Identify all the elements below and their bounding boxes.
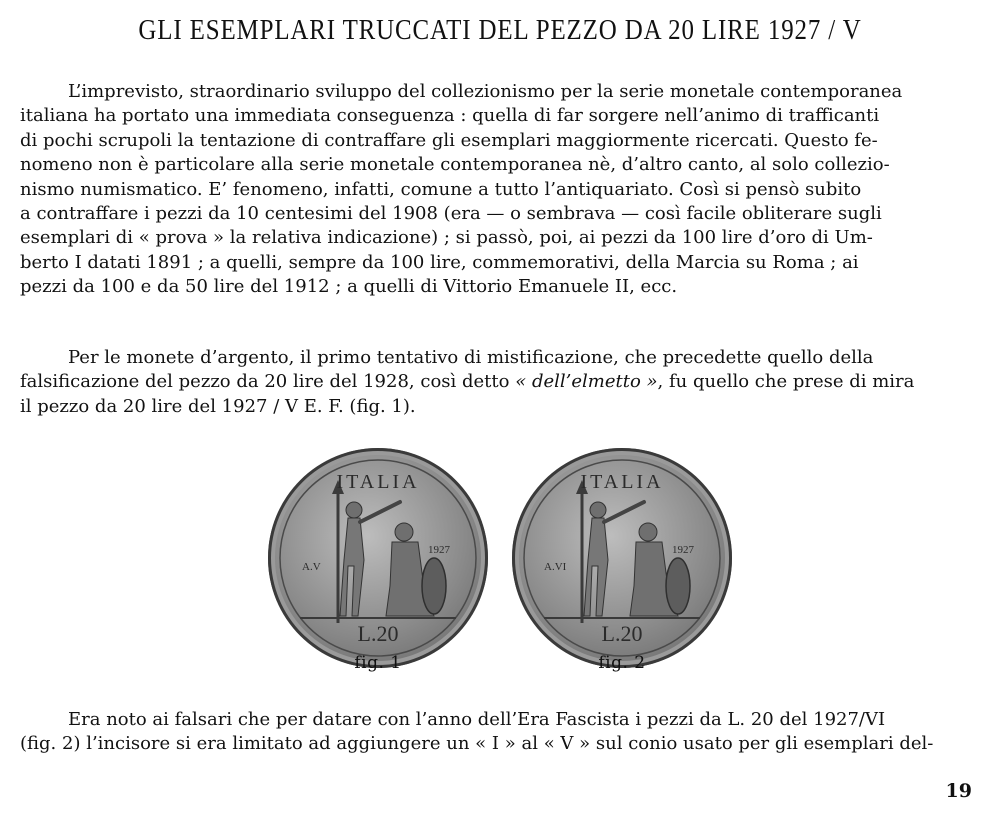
text-line: Per le monete d’argento, il primo tentativo di mistificazione, che precedette quello della — [68, 347, 874, 368]
page-title: GLI ESEMPLARI TRUCCATI DEL PEZZO DA 20 LIRE 1927 / V — [138, 14, 862, 46]
coin-year: 1927 — [672, 544, 694, 556]
figure-caption: fig. 2 — [598, 653, 646, 673]
text-line: nomeno non è particolare alla serie monetale contemporanea nè, d’altro canto, al solo collezio- — [20, 154, 890, 176]
coin-image — [512, 448, 732, 668]
text-line: berto I datati 1891 ; a quelli, sempre da 100 lire, commemorativi, della Marcia su Roma ; ai — [20, 251, 859, 273]
coin-denomination: L.20 — [601, 621, 643, 646]
text-line: esemplari di « prova » la relativa indicazione) ; si passò, poi, ai pezzi da 100 lire d’oro di Um- — [20, 227, 873, 249]
coin-year: 1927 — [428, 544, 450, 556]
text-line: (fig. 2) l’incisore si era limitato ad aggiungere un « I » al « V » sul conio usato per gli esemplari del- — [20, 733, 934, 755]
coin-image — [268, 448, 488, 668]
text-line: italiana ha portato una immediata conseguenza : quella di far sorgere nell’animo di trafficanti — [20, 105, 880, 127]
text-line: il pezzo da 20 lire del 1927 / V E. F. (fig. 1). — [20, 395, 416, 417]
coin-era-mark: A.V — [302, 561, 321, 573]
page-number: 19 — [945, 780, 972, 802]
paragraph-2 — [20, 346, 975, 419]
text-segment: , fu quello che prese di mira — [657, 371, 915, 393]
figure-2 — [512, 448, 732, 688]
text-line: Era noto ai falsari che per datare con l’anno dell’Era Fascista i pezzi da L. 20 del 1927/VI — [68, 709, 886, 730]
text-line: di pochi scrupoli la tentazione di contraffare gli esemplari maggiormente ricercati. Questo fe- — [20, 129, 878, 151]
text-line: a contraffare i pezzi da 10 centesimi del 1908 (era — o sembrava — così facile obliterare sugli — [20, 203, 882, 225]
coin-era-mark: A.VI — [544, 561, 567, 573]
figure-caption: fig. 1 — [354, 653, 402, 673]
paragraph-1 — [20, 80, 975, 300]
coin-legend: ITALIA — [580, 471, 664, 493]
text-line: pezzi da 100 e da 50 lire del 1912 ; a quelli di Vittorio Emanuele II, ecc. — [20, 276, 678, 298]
text-line — [20, 370, 975, 394]
text-line: nismo numismatico. E’ fenomeno, infatti, comune a tutto l’antiquariato. Così si pensò subito — [20, 178, 862, 200]
italic-term: « dell’elmetto » — [515, 371, 658, 393]
paragraph-3 — [20, 708, 975, 757]
coin-legend: ITALIA — [336, 471, 420, 493]
coin-denomination: L.20 — [357, 621, 399, 646]
text-line: L’imprevisto, straordinario sviluppo del collezionismo per la serie monetale contemporanea — [68, 81, 903, 102]
figure-1 — [268, 448, 488, 688]
text-segment: falsificazione del pezzo da 20 lire del 1928, così detto — [20, 371, 510, 393]
